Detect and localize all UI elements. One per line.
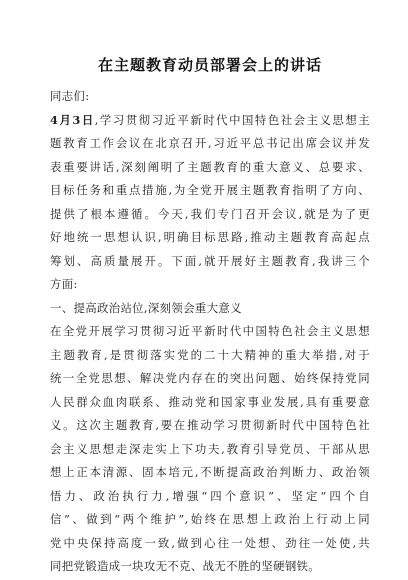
paragraph-line: 题教育工作会议在北京召开,习近平总书记出席会议并发 [50, 136, 370, 150]
paragraph-line: 主题教育,是贯彻落实党的二十大精神的重大举措,对于 [50, 347, 370, 362]
paragraph-line: 想上正本清源、固本培元,不断提高政治判断力、政治领 [50, 465, 370, 479]
paragraph-line: 悟力、政治执行力,增强“四个意识”、坚定“四个自 [50, 488, 370, 503]
paragraph-line: 筹划、高质量展开。下面,就开展好主题教育,我讲三个 [50, 253, 370, 268]
section-heading: 一、提高政治站位,深刻领会重大意义 [50, 300, 242, 315]
paragraph-line: 同把党锻造成一块攻无不克、战无不胜的坚硬钢铁。 [50, 559, 321, 573]
paragraph-line: 信”、做到“两个维护”,始终在思想上政治上行动上同 [50, 512, 370, 526]
paragraph-line: 会主义思想走深走实上下功夫,教育引导党员、干部从思 [50, 441, 370, 456]
paragraph-line: 提供了根本遵循。今天,我们专门召开会议,就是为了更 [50, 206, 370, 221]
date-text: 4月3日 [50, 112, 95, 127]
paragraph-line: 义。这次主题教育,要在推动学习贯彻新时代中国特色社 [50, 418, 370, 432]
salutation: 同志们: [50, 89, 90, 103]
paragraph-text: ,学习贯彻习近平新时代中国特色社会主义思想主 [94, 112, 370, 127]
paragraph-line: 方面: [50, 277, 78, 291]
paragraph-line: 好地统一思想认识,明确目标思路,推动主题教育高起点 [50, 230, 370, 244]
paragraph-line: 党中央保持高度一致,做到心往一处想、劲往一处使,共 [50, 535, 370, 550]
paragraph-line: 统一全党思想、解决党内存在的突出问题、始终保持党同 [50, 371, 370, 385]
paragraph-line: 目标任务和重点措施,为全党开展主题教育指明了方向、 [50, 183, 370, 197]
paragraph-line [50, 109, 370, 133]
document-title: 在主题教育动员部署会上的讲话 [97, 56, 322, 74]
paragraph-line: 表重要讲话,深刻阐明了主题教育的重大意义、总要求、 [50, 159, 370, 174]
paragraph-line: 人民群众血肉联系、推动党和国家事业发展,具有重要意 [50, 394, 370, 409]
paragraph-line: 在全党开展学习贯彻习近平新时代中国特色社会主义思想 [50, 324, 370, 338]
